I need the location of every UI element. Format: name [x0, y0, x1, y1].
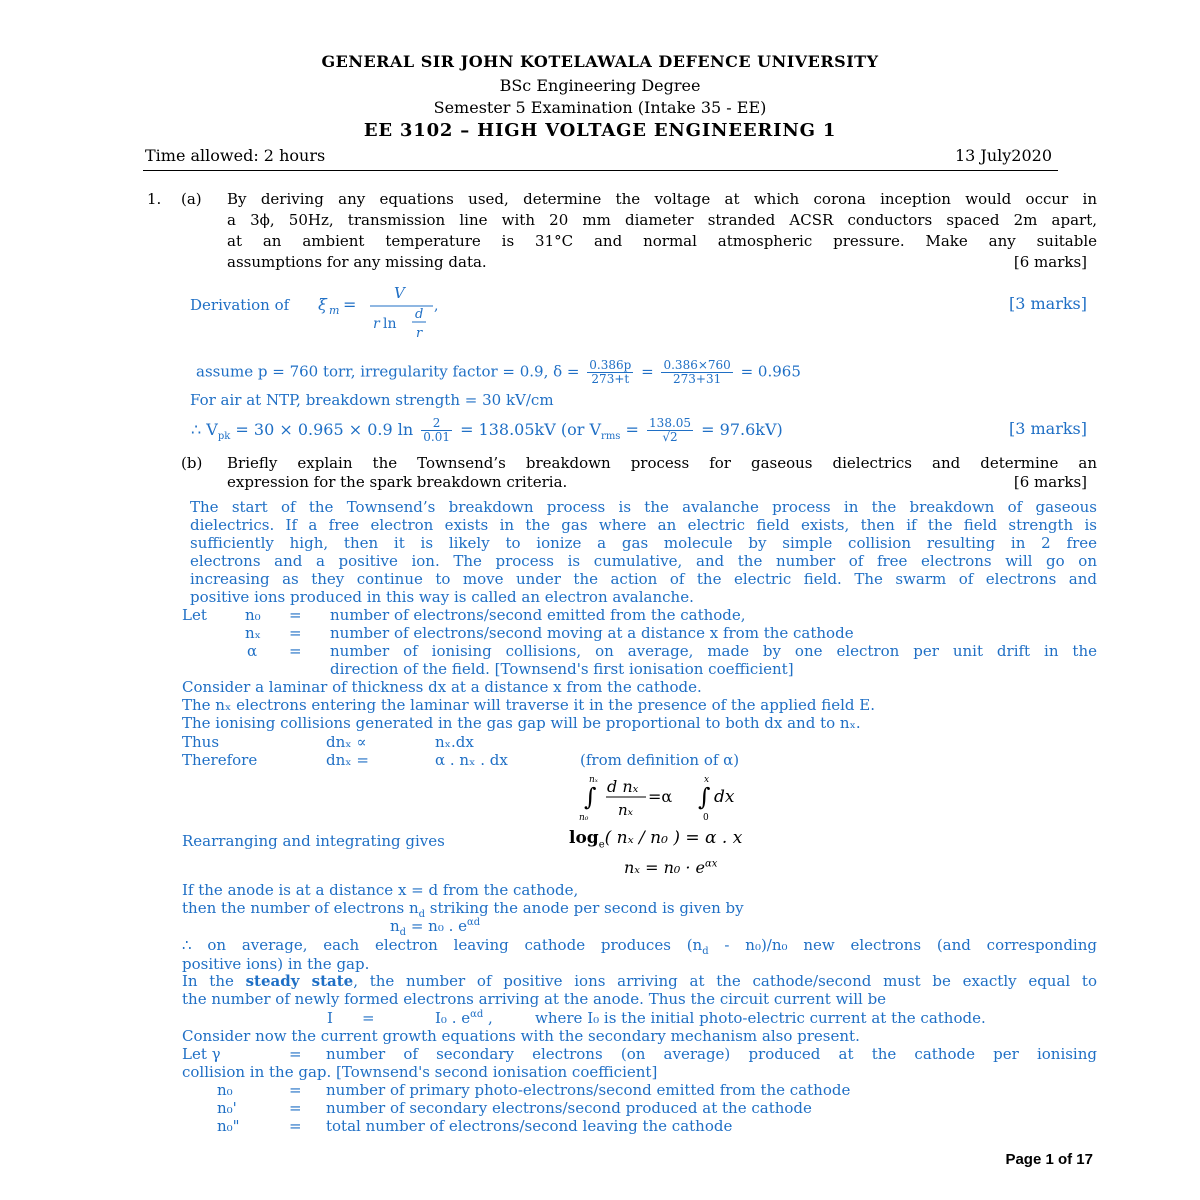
assume-text: assume p = 760 torr, irregularity factor = 0.9, δ = [196, 362, 580, 381]
vpk-text: ∴ V [191, 420, 218, 439]
anode2-sub: d [418, 909, 426, 920]
ln-den: 0.01 [423, 430, 450, 444]
def-n0: number of electrons/second emitted from the cathode, [330, 606, 746, 624]
vrms-sub: rms [601, 431, 621, 443]
part-a-line-4: assumptions for any missing data. [227, 253, 487, 271]
let-gamma: Let γ [182, 1045, 221, 1063]
part-b-line-1: Briefly explain the Townsend’s breakdown process for gaseous dielectrics and determine an [227, 454, 1097, 472]
answer-line-1: The start of the Townsend’s breakdown process is the avalanche process in the breakdown of gaseous [190, 498, 1097, 516]
vpk-result: = 138.05kV (or V [460, 420, 602, 439]
svg-text:,: , [434, 298, 439, 314]
anode2-text: then the number of electrons n [182, 899, 419, 917]
assume-line: assume p = 760 torr, irregularity factor = 0.9, δ = $\frac{0.386p}{273+t}$ = $\frac{0.386\times 760}{273+31}$ = 0.965 [196, 358, 801, 386]
log-rest: ( nₓ / n₀ ) = α . x [604, 828, 743, 848]
eq-n0b: = [289, 1099, 302, 1117]
question-number: 1. [147, 190, 162, 208]
steady-pre: In the [182, 972, 246, 990]
answer-line-2: dielectrics. If a free electron exists in the gas where an electric field exists, then if the field strength is [190, 516, 1097, 534]
def-n0c: total number of electrons/second leaving the cathode [326, 1117, 733, 1135]
thus-rhs: nₓ.dx [435, 733, 474, 751]
answer-line-4: electrons and a positive ion. The process is cumulative, and the number of free electrons will go on [190, 552, 1097, 570]
svg-text:ξ: ξ [318, 295, 327, 314]
current-val-text: I₀ . e [435, 1009, 471, 1027]
vrms-num: 138.05 [649, 416, 692, 430]
delta-result: = 0.965 [740, 362, 801, 381]
nx-eq-exp: αx [705, 858, 718, 870]
anode2-rest: striking the anode per second is given by [425, 899, 744, 917]
sym-n0a: n₀ [217, 1081, 233, 1099]
svg-text:d: d [415, 307, 424, 322]
svg-text:∫: ∫ [584, 783, 597, 811]
nd-rest: = n₀ . e [406, 917, 468, 935]
integral-svg [576, 772, 756, 822]
nx-equation [624, 858, 717, 877]
secondary-line: Consider now the current growth equations with the secondary mechanism also present. [182, 1027, 860, 1045]
svg-text:V: V [394, 284, 405, 302]
nd-exp: αd [467, 917, 481, 928]
delta-fraction-1 [587, 359, 633, 386]
vpk-equation: = 30 × 0.965 × 0.9 ln [235, 420, 414, 439]
svg-text:dx: dx [714, 787, 735, 807]
eq-n0c: = [289, 1117, 302, 1135]
answer-line-6: positive ions produced in this way is called an electron avalanche. [190, 588, 694, 606]
steady-bold: steady state [245, 972, 354, 990]
current-val: I₀ . $e^{\alpha d}$ , [435, 1009, 493, 1027]
ln-num: 2 [421, 417, 452, 431]
derivation-marks: [3 marks] [1008, 294, 1087, 313]
vrms-result: = 97.6kV) [701, 420, 783, 439]
delta-frac2-den: 273+31 [673, 372, 722, 386]
part-a-label: (a) [181, 190, 202, 208]
eq-1: = [289, 606, 302, 624]
exam-line: Semester 5 Examination (Intake 35 - EE) [433, 98, 767, 117]
avg1-sub: d [702, 946, 709, 957]
svg-text:n₀: n₀ [579, 813, 589, 822]
answer-line-3: sufficiently high, then it is likely to ionize a gas molecule by simple collision resulting in 2 free [190, 534, 1097, 552]
part-b-label: (b) [181, 454, 203, 472]
therefore-lhs: dnₓ = [326, 751, 369, 769]
svg-text:r: r [416, 326, 423, 341]
therefore-label: Therefore [182, 751, 258, 769]
sym-n0c: n₀" [217, 1117, 240, 1135]
delta-frac1-num: 0.386p [589, 358, 632, 372]
gamma-def-1: number of secondary electrons (on average) produced at the cathode per ionising [326, 1045, 1097, 1063]
vpk-marks: [3 marks] [1008, 419, 1087, 438]
svg-text:ln: ln [383, 316, 397, 332]
field-formula-svg [318, 284, 448, 344]
from-definition: (from definition of α) [580, 751, 740, 769]
svg-text:nₓ: nₓ [589, 775, 598, 785]
therefore-rhs: α . nₓ . dx [435, 751, 508, 769]
nd-text: n [390, 917, 400, 935]
anode-line-1: If the anode is at a distance x = d from the cathode, [182, 881, 579, 899]
svg-text:=: = [343, 295, 357, 314]
def-n0b: number of secondary electrons/second produced at the cathode [326, 1099, 812, 1117]
part-a-line-1: By deriving any equations used, determine the voltage at which corona inception would occur in [227, 190, 1097, 208]
log-equation: $\log_e$( nₓ / n₀ ) = α . x [569, 828, 743, 851]
thus-lhs: dnₓ ∝ [326, 733, 367, 751]
part-b-marks: [6 marks] [1013, 473, 1087, 491]
average-line-1 [182, 936, 1097, 957]
avg1-text: ∴ on average, each electron leaving cathode produces (n [182, 936, 703, 954]
vrms-fraction [647, 417, 693, 444]
vrms-den: √2 [662, 430, 678, 444]
current-eq: = [362, 1009, 375, 1027]
svg-text:x: x [704, 775, 710, 785]
consider-line-1: Consider a laminar of thickness dx at a distance x from the cathode. [182, 678, 702, 696]
ln-fraction [421, 417, 452, 444]
university-name: GENERAL SIR JOHN KOTELAWALA DEFENCE UNIVERSITY [321, 52, 879, 71]
def-n0a: number of primary photo-electrons/second emitted from the cathode [326, 1081, 851, 1099]
eq-2: = [289, 624, 302, 642]
header-divider [143, 170, 1058, 171]
let-label: Let [182, 606, 207, 624]
vpk-line: ∴ $V_{pk} = 30 \times 0.965 \times 0.9$ ln $\frac{2}{0.01}$ = 138.05kV (or $V_{rms}$ = $\frac{138.05}{√2}$ = 97.6kV) [191, 416, 783, 444]
course-title: EE 3102 – HIGH VOLTAGE ENGINEERING 1 [363, 120, 837, 141]
consider-line-2: The nₓ electrons entering the laminar will traverse it in the presence of the applied field E. [182, 696, 876, 714]
nd-equation [390, 917, 480, 938]
svg-text:m: m [329, 304, 340, 317]
current-exp: αd [470, 1009, 484, 1020]
page-number: Page 1 of 17 [1005, 1151, 1093, 1168]
vpk-sub: pk [217, 431, 231, 443]
eq-gamma: = [289, 1045, 302, 1063]
nx-eq-text: nₓ = n₀ · e [624, 858, 706, 877]
current-i: I [327, 1009, 333, 1027]
steady-line-1 [182, 972, 1097, 990]
nd-sub: d [399, 927, 407, 938]
sym-n0: n₀ [245, 606, 261, 624]
svg-text:r: r [373, 316, 380, 332]
def-nx: number of electrons/second moving at a distance x from the cathode [330, 624, 854, 642]
rearranging-label: Rearranging and integrating gives [182, 832, 445, 850]
consider-line-3: The ionising collisions generated in the gas gap will be proportional to both dx and to nₓ. [182, 714, 861, 732]
steady-post: , the number of positive ions arriving at the cathode/second must be exactly equal to [353, 972, 1097, 990]
exam-date: 13 July2020 [954, 146, 1052, 165]
avg1-rest: - n₀)/n₀ new electrons (and corresponding [708, 936, 1097, 954]
sym-alpha: α [247, 642, 258, 660]
thus-label: Thus [182, 733, 220, 751]
delta-frac1-den: 273+t [591, 372, 630, 386]
part-b-line-2: expression for the spark breakdown criteria. [227, 473, 568, 491]
def-alpha-2: direction of the field. [Townsend's first ionisation coefficient] [330, 660, 794, 678]
current-where: where I₀ is the initial photo-electric current at the cathode. [535, 1009, 986, 1027]
svg-text:=α: =α [648, 787, 673, 806]
derivation-label: Derivation of [190, 296, 290, 314]
svg-text:0: 0 [703, 813, 709, 822]
gamma-def-2: collision in the gap. [Townsend's second ionisation coefficient] [182, 1063, 658, 1081]
part-a-marks: [6 marks] [1013, 253, 1087, 271]
degree-line: BSc Engineering Degree [499, 76, 701, 95]
eq-n0a: = [289, 1081, 302, 1099]
answer-line-5: increasing as they continue to move under the action of the electric field. The swarm of electrons and [190, 570, 1097, 588]
svg-text:∫: ∫ [698, 783, 711, 811]
def-alpha-1: number of ionising collisions, on average, made by one electron per unit drift in the [330, 642, 1097, 660]
steady-line-2: the number of newly formed electrons arriving at the anode. Thus the circuit current will be [182, 990, 887, 1008]
delta-fraction-2 [661, 359, 732, 386]
field-formula [318, 284, 448, 344]
part-a-line-3: at an ambient temperature is 31°C and normal atmospheric pressure. Make any suitable [227, 232, 1097, 250]
integral-equation [576, 772, 756, 822]
air-ntp-line: For air at NTP, breakdown strength = 30 kV/cm [190, 391, 554, 409]
sym-n0b: n₀' [217, 1099, 237, 1117]
svg-text:d nₓ: d nₓ [607, 777, 639, 796]
eq-3: = [289, 642, 302, 660]
log-word: log [569, 828, 599, 848]
average-line-2: positive ions) in the gap. [182, 955, 370, 973]
time-allowed: Time allowed: 2 hours [145, 146, 326, 165]
delta-frac2-num: 0.386×760 [663, 358, 731, 372]
svg-text:nₓ: nₓ [618, 801, 633, 819]
part-a-line-2: a 3ϕ, 50Hz, transmission line with 20 mm diameter stranded ACSR conductors spaced 2m apart, [227, 211, 1097, 229]
sym-nx: nₓ [245, 624, 262, 642]
